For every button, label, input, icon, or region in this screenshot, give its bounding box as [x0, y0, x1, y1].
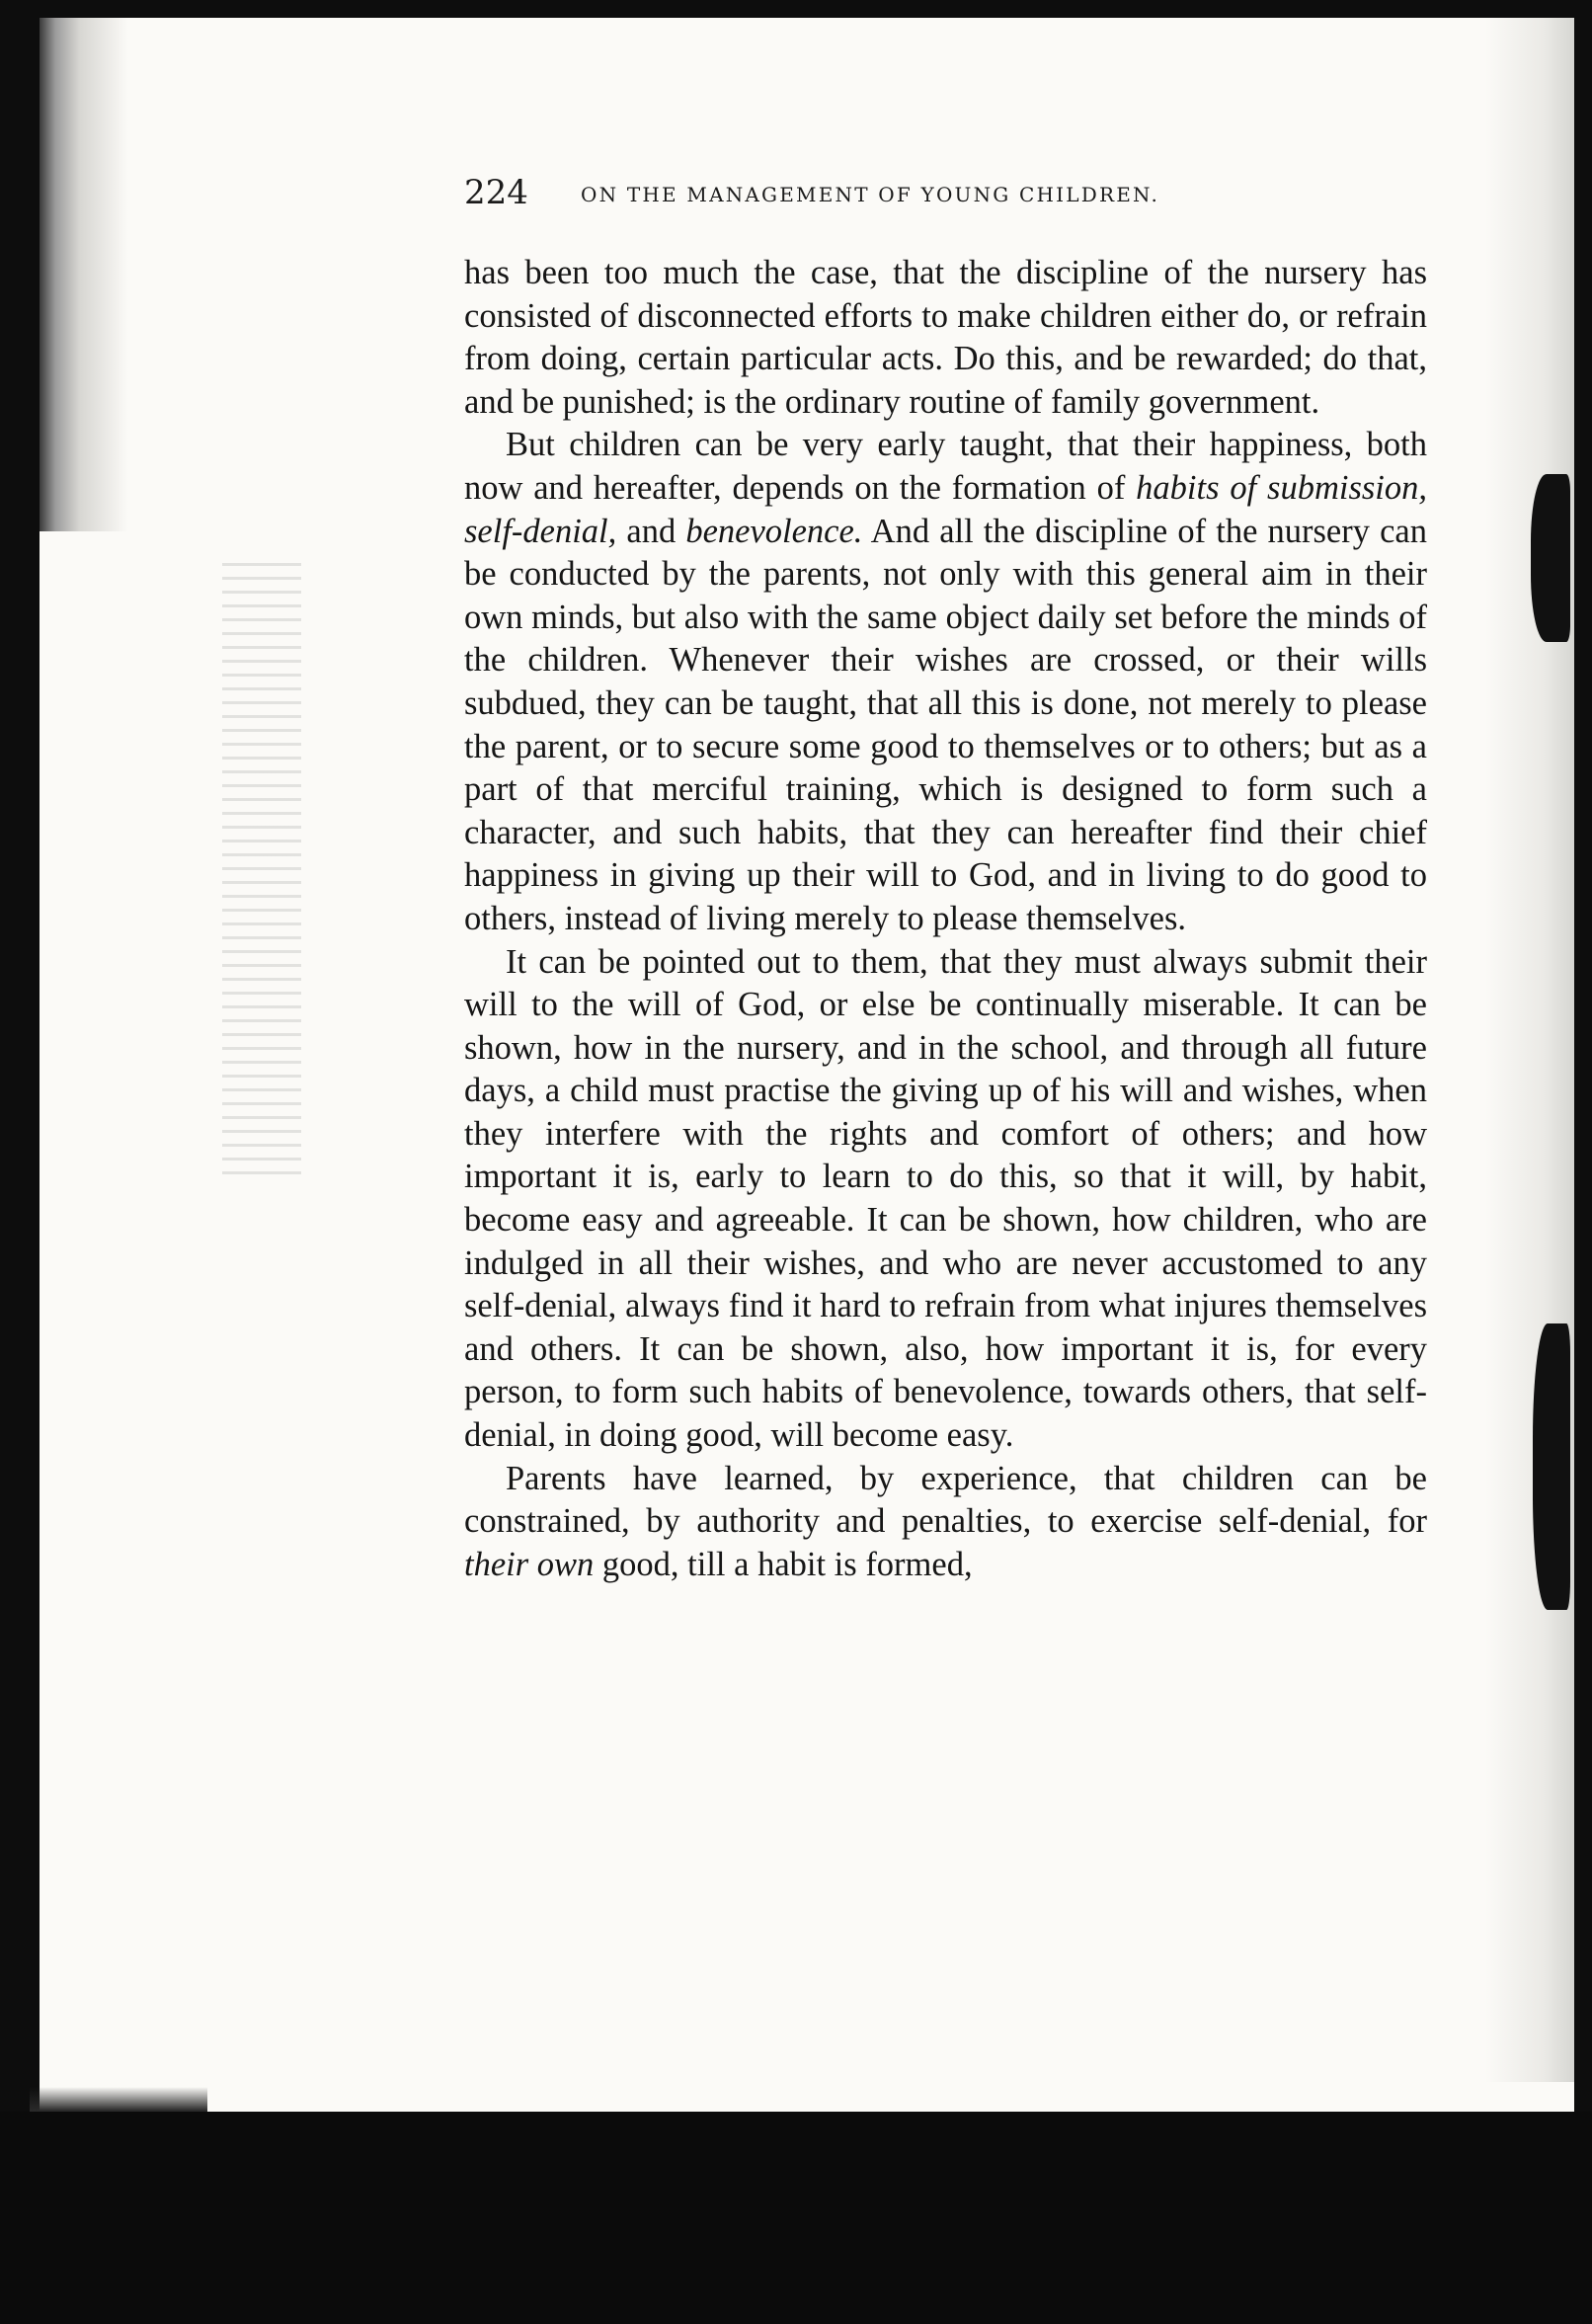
paragraph-text: and	[616, 512, 686, 550]
paragraph	[464, 424, 1427, 940]
page-header	[464, 168, 1427, 217]
scan-border-right	[1574, 0, 1592, 2324]
paragraph-continuation: has been too much the case, that the discipline of the nursery has consisted of disconnected efforts to make children either do, or refrain from doing, certain particular acts. Do this, and be rewarded; do that, and be punished; is the ordinary routine of family government.	[464, 254, 1427, 421]
paragraph-text: And all the discipline of the nursery can be conducted by the parents, not only with this general aim in their own minds, but also with the same object daily set before the minds of the children. Whenever their wishes are crossed, or their wills subdued, they can be taught, that all this is done, not merely to please the parent, or to secure some good to themselves or to others; but as a part of that merciful training, which is designed to form such a character, and such habits, that they can hereafter find their chief happiness in giving up their will to God, and in living to do good to others, instead of living merely to please themselves.	[464, 512, 1427, 937]
running-head: ON THE MANAGEMENT OF YOUNG CHILDREN.	[581, 183, 1160, 206]
page-edge-mark	[1531, 474, 1570, 642]
page-number: 224	[464, 173, 528, 212]
paragraph-text: But children can be very early taught, that their happiness, both now and hereafter, depends on the formation of	[464, 426, 1427, 507]
italic-phrase: benevolence.	[685, 512, 863, 550]
show-through-bleed	[222, 563, 301, 1175]
italic-phrase: habits of submission, self-denial,	[464, 468, 1428, 550]
italic-phrase: their own	[464, 1545, 595, 1583]
paragraph-text: good, till a habit is formed,	[594, 1545, 973, 1583]
page-edge-mark	[1533, 1323, 1570, 1610]
paragraph: It can be pointed out to them, that they must always submit their will to the will of God, or else be continually miserable. It can be shown, how in the nursery, and in the school, and through all future days, a child must practise the giving up of his will and wishes, when they interfere with the rights and comfort of others; and how important it is, early to learn to do this, so that it will, by habit, become easy and agreeable. It can be shown, how children, who are indulged in all their wishes, and who are never accustomed to any self-denial, always find it hard to refrain from what injures themselves and others. It can be shown, also, how important it is, for every person, to form such habits of benevolence, towards others, that self-denial, in doing good, will become easy.	[464, 942, 1427, 1455]
paragraph	[464, 1458, 1427, 1587]
body-text	[464, 252, 1427, 1586]
scan-border-left	[0, 0, 40, 2324]
paragraph-text: Parents have learned, by experience, that children can be constrained, by authority and penalties, to exercise self-denial, for	[464, 1459, 1427, 1541]
page-edge-shadow	[1485, 18, 1574, 2082]
scan-border-top	[40, 0, 1592, 18]
scan-border-bottom	[0, 2112, 1592, 2324]
binding-shadow	[40, 18, 128, 531]
